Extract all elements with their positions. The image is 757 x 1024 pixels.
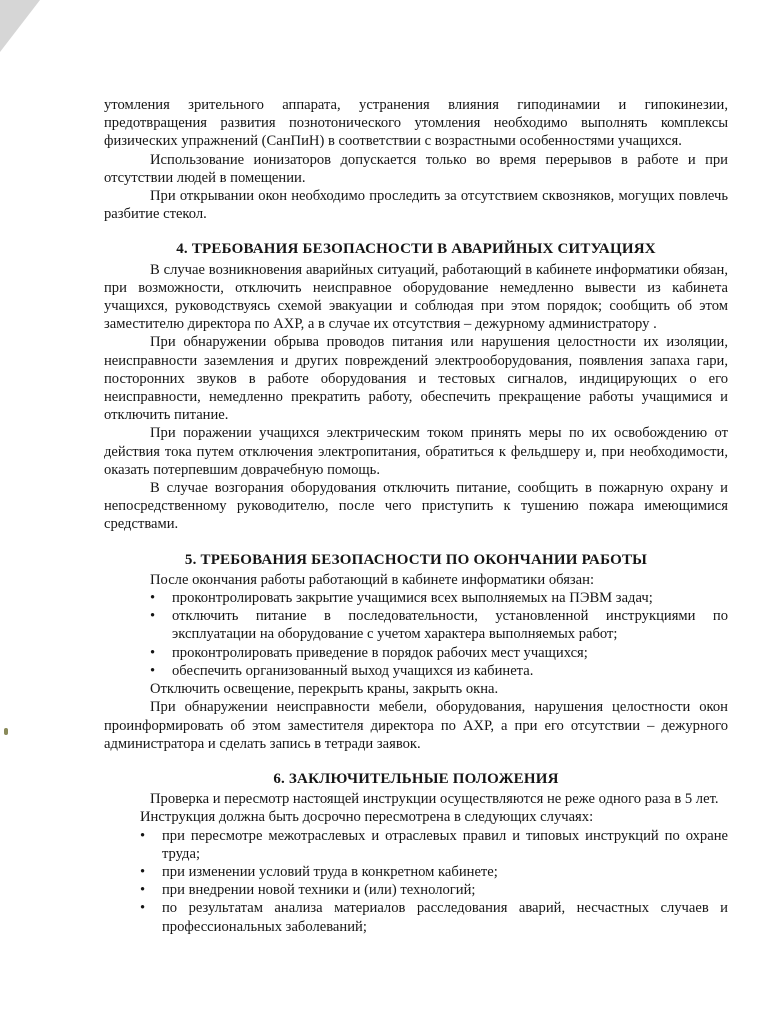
list-item <box>104 589 728 607</box>
list-item <box>104 644 728 662</box>
list-item-text: проконтролировать закрытие учащимися всех выполняемых на ПЭВМ задач; <box>172 590 653 607</box>
scan-speck <box>4 728 8 735</box>
list-item <box>104 827 728 863</box>
intro-paragraph-2: Использование ионизаторов допускается только во время перерывов в работе и при отсутствии людей в помещении. <box>104 151 728 186</box>
bullet-icon: • <box>140 882 146 899</box>
section-5-lead: После окончания работы работающий в кабинете информатики обязан: <box>150 571 595 588</box>
document-page <box>104 96 728 936</box>
list-item <box>104 662 728 680</box>
bullet-icon: • <box>150 608 156 625</box>
section-5-paragraph-last: При обнаружении неисправности мебели, оборудования, нарушения целостности окон проинформировать об этом заместителя директора по АХР, а при его отсутствии – дежурного администратора и сделать запись в тетради заявок. <box>104 699 728 752</box>
list-item-text: проконтролировать приведение в порядок рабочих мест учащихся; <box>172 644 588 661</box>
list-item-text: обеспечить организованный выход учащихся из кабинета. <box>172 662 534 679</box>
section-4-paragraph-1: В случае возникновения аварийных ситуаций, работающий в кабинете информатики обязан, при возможности, отключить неисправное оборудование немедленно вывести из кабинета учащихся, руководствуясь схемой эвакуации и соблюдая при этом порядок; сообщить об этом заместителю директора по АХР, а в случае их отсутствия – дежурному администратору . <box>104 261 728 333</box>
section-5-list <box>104 589 728 680</box>
list-item-text: при пересмотре межотраслевых и отраслевых правил и типовых инструкций по охране труда; <box>162 827 728 862</box>
intro-paragraph-1: утомления зрительного аппарата, устранения влияния гиподинамии и гипокинезии, предотвращения развития познотонического утомления необходимо выполнять комплексы физических упражнений (СанПиН) в соответствии с возрастными особенностями учащихся. <box>104 97 728 150</box>
section-6-list <box>104 827 728 936</box>
intro-paragraph-3: При открывании окон необходимо проследить за отсутствием сквозняков, могущих повлечь разбитие стекол. <box>104 188 728 223</box>
section-6-title: 6. ЗАКЛЮЧИТЕЛЬНЫЕ ПОЛОЖЕНИЯ <box>273 770 559 787</box>
section-4-paragraph-4: В случае возгорания оборудования отключить питание, сообщить в пожарную охрану и непосредственному руководителю, после чего приступить к тушению пожара имеющимися средствами. <box>104 480 728 533</box>
list-item <box>104 863 728 881</box>
list-item-text: по результатам анализа материалов расследования аварий, несчастных случаев и профессиональных заболеваний; <box>162 900 728 935</box>
list-item <box>104 607 728 643</box>
bullet-icon: • <box>150 644 156 661</box>
section-5-title: 5. ТРЕБОВАНИЯ БЕЗОПАСНОСТИ ПО ОКОНЧАНИИ РАБОТЫ <box>184 551 648 568</box>
section-6-paragraph-1: Проверка и пересмотр настоящей инструкции осуществляются не реже одного раза в 5 лет. <box>150 791 719 808</box>
section-5-after-list: Отключить освещение, перекрыть краны, закрыть окна. <box>150 681 499 698</box>
list-item <box>104 881 728 899</box>
bullet-icon: • <box>140 863 146 880</box>
list-item-text: при изменении условий труда в конкретном кабинете; <box>162 863 498 880</box>
list-item-text: при внедрении новой техники и (или) технологий; <box>162 882 476 899</box>
bullet-icon: • <box>140 900 146 917</box>
scan-shadow-corner <box>0 0 40 52</box>
list-item <box>104 899 728 935</box>
section-4-title: 4. ТРЕБОВАНИЯ БЕЗОПАСНОСТИ В АВАРИЙНЫХ СИТУАЦИЯХ <box>176 241 656 258</box>
bullet-icon: • <box>140 827 146 844</box>
list-item-text: отключить питание в последовательности, установленной инструкциями по эксплуатации на оборудование с учетом характера выполняемых работ; <box>172 608 728 643</box>
section-6-lead: Инструкция должна быть досрочно пересмотрена в следующих случаях: <box>140 809 594 826</box>
section-4-paragraph-3: При поражении учащихся электрическим током принять меры по их освобождению от действия тока путем отключения электропитания, обратиться к фельдшеру и, при необходимости, оказать потерпевшим доврачебную помощь. <box>104 425 728 478</box>
bullet-icon: • <box>150 662 156 679</box>
section-4-paragraph-2: При обнаружении обрыва проводов питания или нарушения целостности их изоляции, неисправности заземления и других повреждений электрооборудования, появления запаха гари, посторонних звуков в работе оборудования и тестовых сигналов, индицирующих о его неисправности, немедленно прекратить работу, обеспечить прекращение работы учащимися и отключить питание. <box>104 334 728 424</box>
bullet-icon: • <box>150 590 156 607</box>
